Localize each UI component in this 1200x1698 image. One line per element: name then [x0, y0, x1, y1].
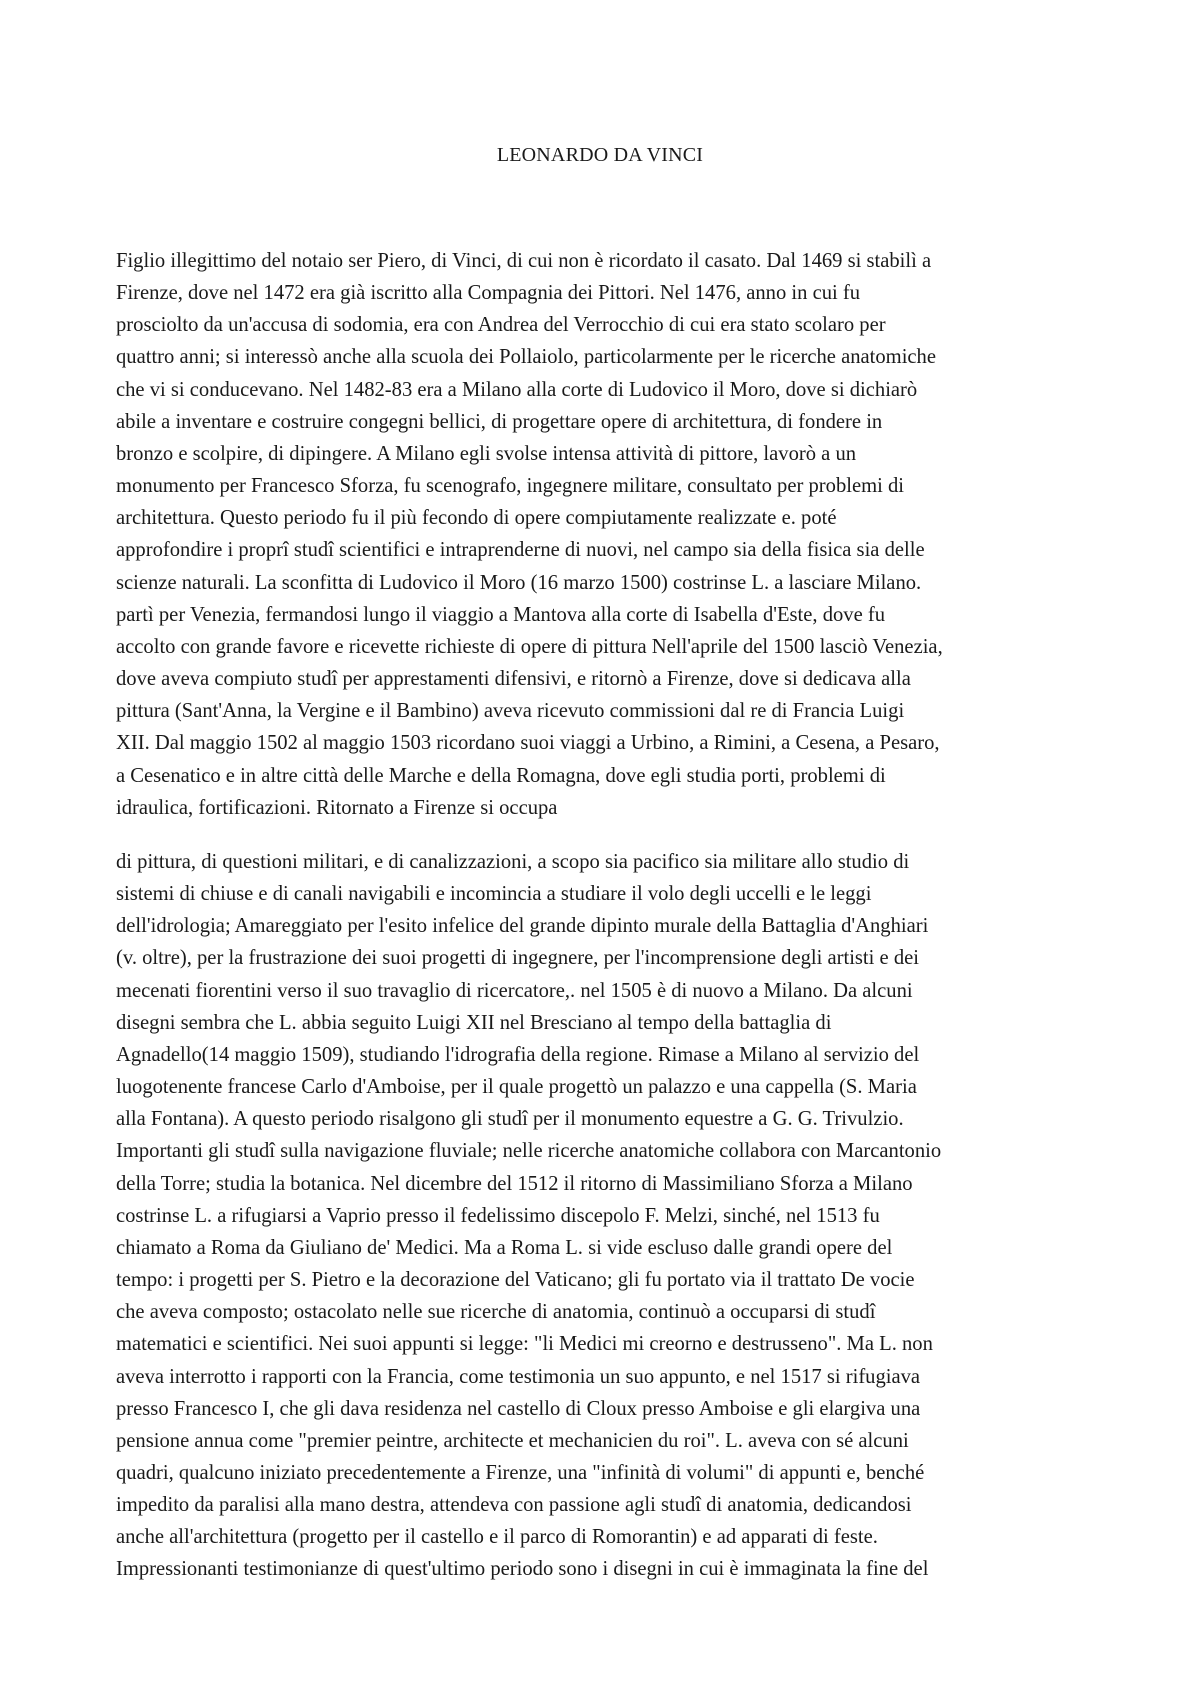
text-line: partì per Venezia, fermandosi lungo il viaggio a Mantova alla corte di Isabella d'Este, dove fu: [116, 603, 886, 626]
text-line: anche all'architettura (progetto per il castello e il parco di Romorantin) e ad apparati di feste.: [116, 1526, 878, 1549]
text-line: XII. Dal maggio 1502 al maggio 1503 ricordano suoi viaggi a Urbino, a Rimini, a Cesena, a Pesaro,: [116, 732, 940, 755]
text-line: della Torre; studia la botanica. Nel dicembre del 1512 il ritorno di Massimiliano Sforza a Milano: [116, 1172, 913, 1195]
text-line: Agnadello(14 maggio 1509), studiando l'idrografia della regione. Rimase a Milano al servizio del: [116, 1043, 920, 1066]
text-line: disegni sembra che L. abbia seguito Luigi XII nel Bresciano al tempo della battaglia di: [116, 1011, 832, 1034]
text-line: Impressionanti testimonianze di quest'ultimo periodo sono i disegni in cui è immaginata la fine del: [116, 1558, 929, 1581]
text-line: di pittura, di questioni militari, e di canalizzazioni, a scopo sia pacifico sia militare allo studio di: [116, 851, 910, 873]
text-line: costrinse L. a rifugiarsi a Vaprio presso il fedelissimo discepolo F. Melzi, sinché, nel 1513 fu: [116, 1204, 880, 1227]
text-line: architettura. Questo periodo fu il più fecondo di opere compiutamente realizzate e. poté: [116, 507, 837, 530]
text-line: dell'idrologia; Amareggiato per l'esito infelice del grande dipinto murale della Battaglia d'Anghiari: [116, 915, 929, 938]
text-line: abile a inventare e costruire congegni bellici, di progettare opere di architettura, di fondere in: [116, 410, 883, 433]
text-line: luogotenente francese Carlo d'Amboise, per il quale progettò un palazzo e una cappella (S. Maria: [116, 1076, 917, 1099]
text-line: che aveva composto; ostacolato nelle sue ricerche di anatomia, continuò a occuparsi di studî: [116, 1301, 876, 1324]
text-line: mecenati fiorentini verso il suo travaglio di ricercatore,. nel 1505 è di nuovo a Milano. Da alcuni: [116, 979, 913, 1002]
text-line: idraulica, fortificazioni. Ritornato a Firenze si occupa: [116, 796, 558, 819]
text-line: presso Francesco I, che gli dava residenza nel castello di Cloux presso Amboise e gli elargiva una: [116, 1397, 921, 1420]
text-line: bronzo e scolpire, di dipingere. A Milano egli svolse intensa attività di pittore, lavorò a un: [116, 442, 857, 465]
text-line: aveva interrotto i rapporti con la Francia, come testimonia un suo appunto, e nel 1517 si rifugiava: [116, 1365, 921, 1388]
text-line: chiamato a Roma da Giuliano de' Medici. Ma a Roma L. si vide escluso dalle grandi opere del: [116, 1236, 893, 1259]
text-line: alla Fontana). A questo periodo risalgono gli studî per il monumento equestre a G. G. Trivulzio.: [116, 1108, 904, 1131]
text-line: Importanti gli studî sulla navigazione fluviale; nelle ricerche anatomiche collabora con Marcantonio: [116, 1140, 942, 1163]
paragraph-1: [116, 245, 943, 824]
text-line: pensione annua come "premier peintre, architecte et mechanicien du roi". L. aveva con sé alcuni: [116, 1429, 909, 1452]
text-line: sistemi di chiuse e di canali navigabili e incomincia a studiare il volo degli uccelli e le leggi: [116, 883, 872, 906]
text-line: monumento per Francesco Sforza, fu scenografo, ingegnere militare, consultato per problemi di: [116, 475, 905, 498]
text-line: matematici e scientifici. Nei suoi appunti si legge: "li Medici mi creorno e destrusseno". Ma L. non: [116, 1333, 933, 1356]
text-line: (v. oltre), per la frustrazione dei suoi progetti di ingegnere, per l'incomprensione degli artisti e dei: [116, 947, 919, 970]
text-line: prosciolto da un'accusa di sodomia, era con Andrea del Verrocchio di cui era stato scolaro per: [116, 314, 886, 337]
text-line: accolto con grande favore e ricevette richieste di opere di pittura Nell'aprile del 1500 lasciò Venezia,: [116, 635, 943, 658]
text-line: quadri, qualcuno iniziato precedentemente a Firenze, una "infinità di volumi" di appunti e, benché: [116, 1461, 925, 1484]
text-line: a Cesenatico e in altre città delle Marche e della Romagna, dove egli studia porti, problemi di: [116, 764, 886, 787]
paragraph-2: [116, 846, 941, 1586]
text-line: dove aveva compiuto studî per apprestamenti difensivi, e ritornò a Firenze, dove si dedicava alla: [116, 668, 911, 691]
text-line: pittura (Sant'Anna, la Vergine e il Bambino) aveva ricevuto commissioni dal re di Francia Luigi: [116, 700, 905, 723]
text-line: impedito da paralisi alla mano destra, attendeva con passione agli studî di anatomia, dedicandosi: [116, 1494, 912, 1517]
document-title: LEONARDO DA VINCI: [496, 144, 704, 166]
text-line: Figlio illegittimo del notaio ser Piero, di Vinci, di cui non è ricordato il casato. Dal 1469 si stabilì a: [116, 250, 932, 272]
text-line: approfondire i proprî studî scientifici e intraprenderne di nuovi, nel campo sia della fisica sia delle: [116, 539, 925, 562]
text-line: Firenze, dove nel 1472 era già iscritto alla Compagnia dei Pittori. Nel 1476, anno in cui fu: [116, 282, 861, 305]
text-line: scienze naturali. La sconfitta di Ludovico il Moro (16 marzo 1500) costrinse L. a lasciare Milano.: [116, 571, 922, 594]
text-line: tempo: i progetti per S. Pietro e la decorazione del Vaticano; gli fu portato via il trattato De vocie: [116, 1269, 915, 1292]
text-line: quattro anni; si interessò anche alla scuola dei Pollaiolo, particolarmente per le ricerche anatomiche: [116, 346, 936, 369]
text-line: che vi si conducevano. Nel 1482-83 era a Milano alla corte di Ludovico il Moro, dove si dichiarò: [116, 378, 918, 401]
